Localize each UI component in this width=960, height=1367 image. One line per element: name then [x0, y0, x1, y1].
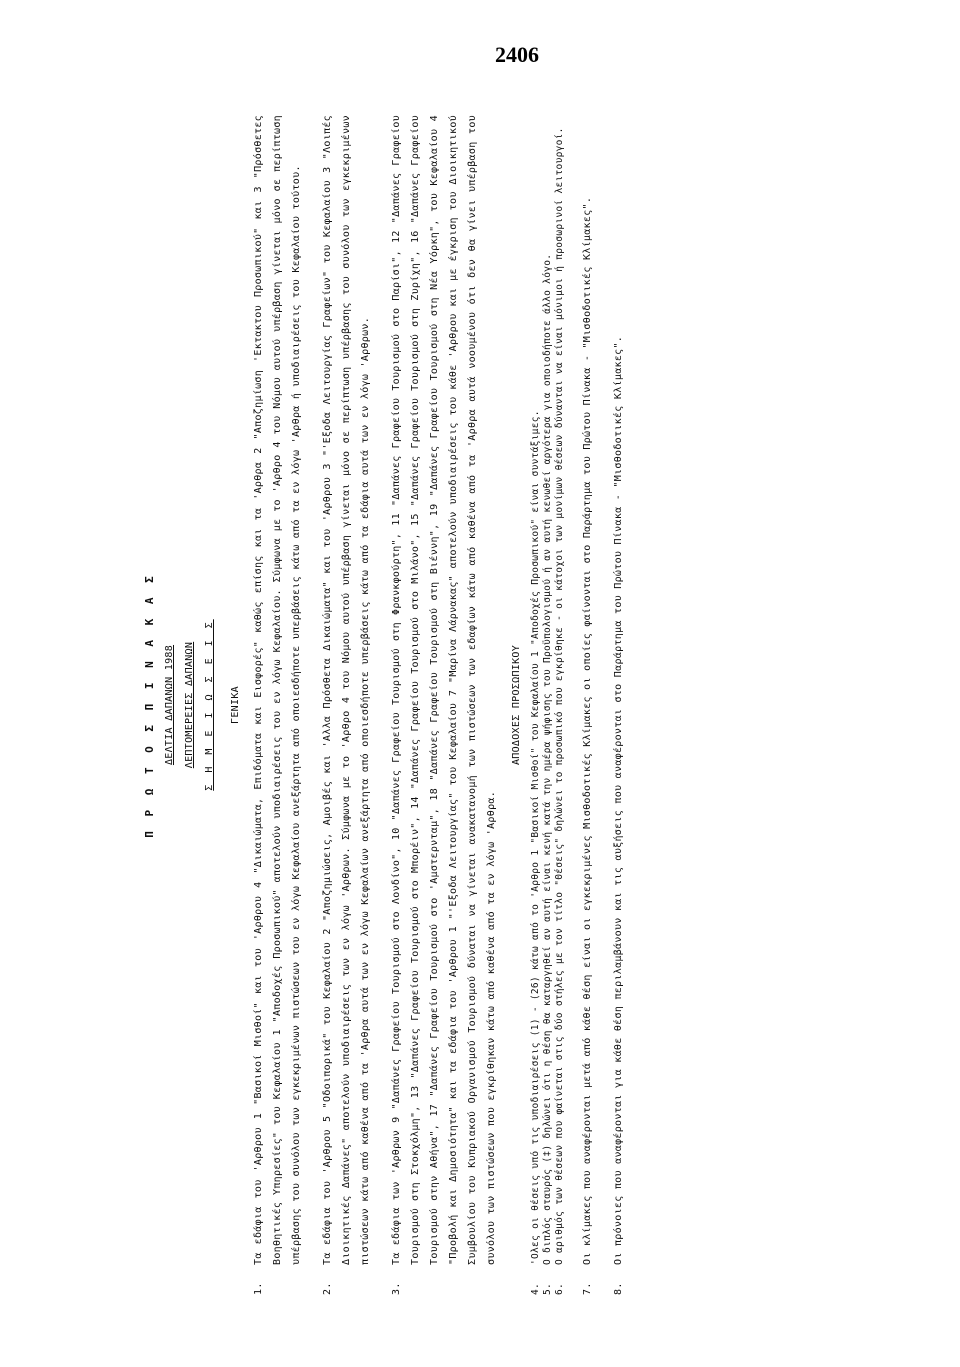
section-general-heading: ΓΕΝΙΚΑ [230, 686, 241, 724]
note-paragraph [554, 115, 566, 1295]
note-paragraph [609, 115, 628, 1295]
page-number: 2406 [495, 42, 539, 67]
note-paragraph [249, 115, 306, 1295]
note-number: 1. [253, 1282, 264, 1295]
note-paragraph [578, 115, 597, 1295]
note-number: 6. [554, 1282, 565, 1295]
notes-heading: Σ Η Μ Ε Ι Ω Σ Ε Ι Σ [204, 619, 215, 791]
note-text: Οι πρόνοιες που αναφέρονται για κάθε θέση περιλαμβάνουν και τις αυξήσεις που αναφέρονται στο Παράρτημα του Πρώτου Πίνακα - "Μισθοδοτικές Κλίμακες". [613, 335, 624, 1265]
note-number: 7. [582, 1282, 593, 1295]
note-text: Τα εδάφια του 'Αρθρου 5 "Οδοιπορικά" του Κεφαλαίου 2 "Αποζημιώσεις, Αμοιβές και 'Αλλα Πρόσθετα Δικαιώματα" και του 'Αρθρου 3 "'Εξοδα Λειτουργίας Γραφείων" του Κεφαλαίου 3 "Λοιπές Διοικητικές Δαπάνες" αποτελούν υποδιαιρέσεις των εν λόγω 'Αρθρων. Σύμφωνα με το 'Αρθρο 4 του Νόμου αυτού υπέρβαση γίνεται μόνο σε περίπτωση υπέρβασης του συνόλου των εγκεκριμένων πιστώσεων κάτω από καθένα από τα 'Αρθρα αυτά των εν λόγω Κεφαλαίων ανεξάρτητα από οποιεσδήποτε υπερβάσεις κάτω από τα εδάφια αυτά των εν λόγω 'Αρθρων. [322, 115, 371, 1265]
schedule-detail: ΛΕΠΤΟΜΕΡΕΙΕΣ ΔΑΠΑΝΩΝ [184, 641, 195, 769]
note-text: 'Ολες οι θέσεις υπό τις υποδιαιρέσεις (1) - (26) κάτω από το 'Αρθρο 1 "Βασικοί Μισθοί" του Κεφαλαίου 1 "Αποδοχές Προσωπικού" είναι συντάξιμες. [530, 410, 541, 1265]
note-number: 8. [613, 1282, 624, 1295]
note-text: Τα εδάφια του 'Αρθρου 1 "Βασικοί Μισθοί" και του 'Αρθρου 4 "Δικαιώματα, Επιδόματα και Εισφορές" καθώς επίσης και τα 'Αρθρα 2 "Αποζημίωση 'Εκτακτου Προσωπικού" και 3 "Πρόσθετες Βοηθητικές Υπηρεσίες" του Κεφαλαίου 1 "Αποδοχές Προσωπικού" αποτελούν υποδιαιρέσεις του εν λόγω Κεφαλαίου. Σύμφωνα με το 'Αρθρο 4 του Νόμου αυτού υπέρβαση γίνεται μόνο σε περίπτωση υπέρβασης του συνόλου των εγκεκριμένων πιστώσεων του εν λόγω Κεφαλαίου ανεξάρτητα από οποιεσδήποτε υπερβάσεις κάτω από τα εν λόγω 'Αρθρα ή υποδιαιρέσεις του Κεφαλαίου τούτου. [253, 115, 302, 1265]
note-text: Ο διπλός σταυρός (‡) δηλώνει ότι η θέση θα καταργηθεί αν αυτή είναι κενή κατά την ημέρα ψήφισης του Προϋπολογισμού ή αν αυτή κενωθεί αργότερα για οποιοδήποτε άλλο λόγο. [542, 253, 553, 1265]
document-header [140, 115, 220, 1295]
note-number: 2. [322, 1282, 333, 1295]
section-staff-heading: ΑΠΟΔΟΧΕΣ ΠΡΟΣΩΠΙΚΟΥ [511, 644, 522, 766]
note-number: 3. [391, 1282, 402, 1295]
note-text: Οι κλίμακες που αναφέρονται μετά από κάθε θέση είναι οι εγκεκριμένες Μισθοδοτικές Κλίμακες οι οποίες φαίνονται στο Παράρτημα του Πρώτου Πίνακα - "Μισθοδοτικές Κλίμακες". [582, 196, 593, 1265]
note-paragraph [387, 115, 501, 1295]
rotated-page-content [140, 115, 740, 1295]
note-paragraph [530, 115, 542, 1295]
note-text: Τα εδάφια των 'Αρθρων 9 "Δαπάνες Γραφείου Τουρισμού στο Λονδίνο", 10 "Δαπάνες Γραφείου Τουρισμού στη Φρανκφούρτη", 11 "Δαπάνες Γραφείου Τουρισμού στο Παρίσι", 12 "Δαπάνες Γραφείου Τουρισμού στη Στοκχόλμη", 13 "Δαπάνες Γραφείου Τουρισμού στο Μπορέιν", 14 "Δαπάνες Γραφείου Τουρισμού στο Μιλάνο", 15 "Δαπάνες Γραφείου Τουρισμού στη Ζυρίχη", 16 "Δαπάνες Γραφείου Τουρισμού στην Αθήνα", 17 "Δαπάνες Γραφείου Τουρισμού στο 'Αμστερνταμ", 18 "Δαπάνες Γραφείου Τουρισμού στη Βιέννη", 19 "Δαπάνες Γραφείου Τουρισμού στη Νέα Υόρκη", του Κεφαλαίου 4 "Προβολή και Δημοσιότητα" και τα εδάφια του 'Αρθρου 1 "'Εξοδα Λειτουργίας" του Κεφαλαίου 7 "Μαρίνα Λάρνακας" αποτελούν υποδιαιρέσεις του κάθε 'Αρθρου και με έγκριση του Διοικητικού Συμβουλίου του Κυπριακού Οργανισμού Τουρισμού δύναται να γίνεται ανακατανομή των πιστώσεων των εδαφίων κάτω από καθένα από τα 'Αρθρα αυτά νοουμένου ότι δεν θα γίνει υπέρβαση του συνόλου των πιστώσεων που εγκρίθηκαν κάτω από καθένα από τα εν λόγω 'Αρθρα. [391, 115, 497, 1265]
note-number: 5. [542, 1282, 553, 1295]
schedule-subtitle: ΔΕΛΤΙΑ ΔΑΠΑΝΩΝ 1988 [164, 644, 175, 766]
note-paragraph [542, 115, 554, 1295]
note-text: Ο αριθμός των θέσεων που φαίνεται στις δύο στήλες με τον τίτλο "Θέσεις" δηλώνει το προσωπικό που εγκρίθηκε - οι κάτοχοι των μονίμων θέσεων δύνανται να είναι μόνιμοι ή προσωρινοί λειτουργοί. [554, 127, 565, 1265]
schedule-title: Π Ρ Ω Τ Ο Σ Π Ι Ν Α Κ Α Σ [143, 572, 156, 838]
document-body [140, 115, 740, 1295]
note-number: 4. [530, 1282, 541, 1295]
note-paragraph [318, 115, 375, 1295]
